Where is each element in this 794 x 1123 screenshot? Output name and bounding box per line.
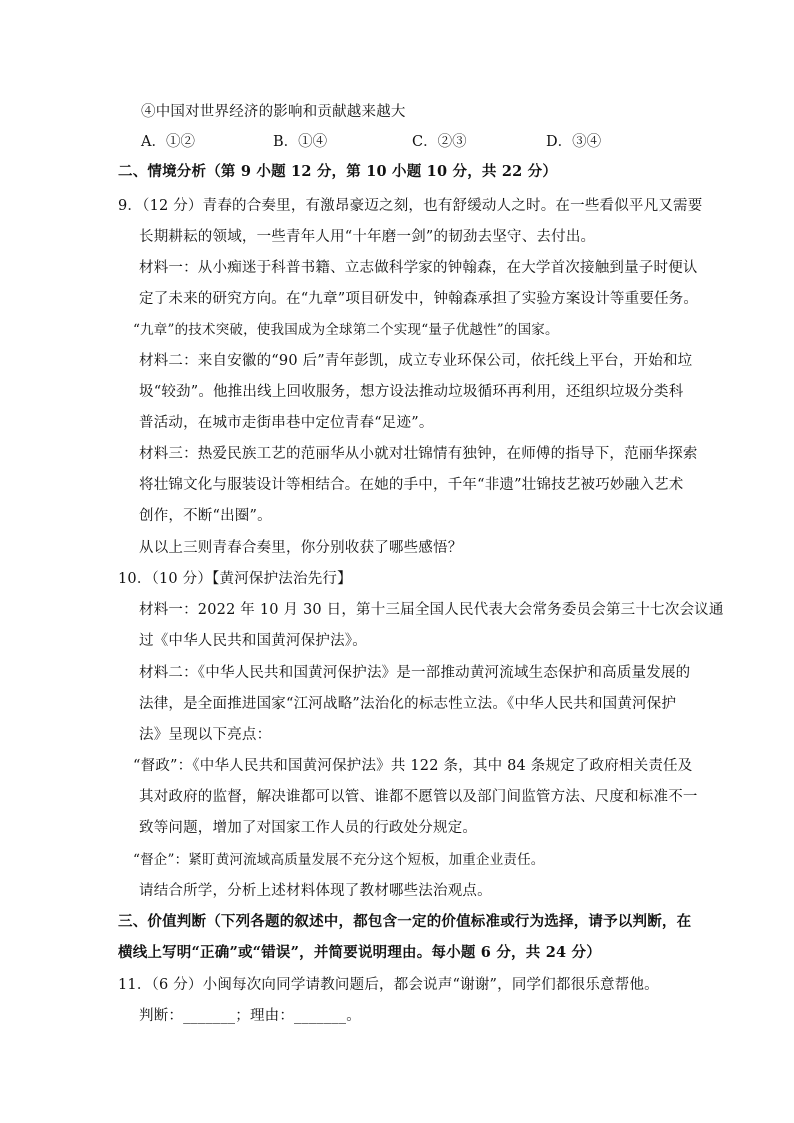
q10-m2-line1: 材料二：《中华人民共和国黄河保护法》是一部推动黄河流域生态保护和高质量发展的	[139, 665, 691, 681]
q10-p1-line3: 致等问题，增加了对国家工作人员的行政处分规定。	[139, 820, 478, 836]
q9-m3-line2: 将壮锦文化与服装设计等相结合。在她的手中，千年“非遗”壮锦技艺被巧妙融入艺术	[139, 477, 684, 493]
option-a: A．①②	[141, 134, 195, 150]
q10-p2-line1: “督企”：紧盯黄河流域高质量发展不充分这个短板，加重企业责任。	[133, 852, 545, 868]
q9-question: 从以上三则青春合奏里，你分别收获了哪些感悟？	[139, 540, 463, 556]
q11-answer: 判断：_______；理由：_______。	[139, 1008, 361, 1024]
q9-m1-line2: 定了未来的研究方向。在“九章”项目研发中，钟翰森承担了实验方案设计等重要任务。	[139, 291, 699, 307]
q9-m2-line2: 圾“较劲”。他推出线上回收服务，想方设法推动垃圾循环再利用，还组织垃圾分类科	[139, 384, 684, 400]
section3-header-line1: 三、价值判断（下列各题的叙述中，都包含一定的价值标准或行为选择，请予以判断，在	[118, 913, 692, 930]
q9-m1-line1: 材料一：从小痴迷于科普书籍、立志做科学家的钟翰森，在大学首次接触到量子时便认	[139, 260, 698, 276]
q10-m2-line3: 法》呈现以下亮点：	[139, 727, 272, 743]
q10-stem: 10．（10 分）【黄河保护法治先行】	[118, 571, 352, 587]
q10-question: 请结合所学，分析上述材料体现了教材哪些法治观点。	[139, 883, 492, 899]
q10-p1-line1: “督政”：《中华人民共和国黄河保护法》共 122 条，其中 84 条规定了政府相关责任及	[133, 758, 693, 774]
q9-m2-line3: 普活动，在城市走街串巷中定位青春“足迹”。	[139, 415, 434, 431]
option-b: B．①④	[273, 134, 328, 150]
q10-m2-line2: 法律，是全面推进国家“江河战略”法治化的标志性立法。《中华人民共和国黄河保护	[139, 696, 677, 712]
q9-m2-line1: 材料二：来自安徽的“90 后”青年彭凯，成立专业环保公司，依托线上平台，开始和垃	[139, 353, 693, 369]
section3-header-line2: 横线上写明“正确”或“错误”，并简要说明理由。每小题 6 分，共 24 分）	[118, 944, 601, 961]
section2-header: 二、情境分析（第 9 小题 12 分，第 10 小题 10 分，共 22 分）	[118, 163, 558, 180]
q9-m3-line1: 材料三：热爱民族工艺的范丽华从小就对壮锦情有独钟，在师傅的指导下，范丽华探索	[139, 446, 698, 462]
q9-stem-line2: 长期耕耘的领域，一些青年人用“十年磨一剑”的韧劲去坚守、去付出。	[139, 229, 596, 245]
option-d: D．③④	[546, 134, 602, 150]
prev-question-item4: ④中国对世界经济的影响和贡献越来越大	[141, 104, 406, 120]
q11-stem: 11．（6 分）小闽每次向同学请教问题后，都会说声“谢谢”，同学们都很乐意帮他。	[118, 977, 659, 993]
q10-m1-line2: 过《中华人民共和国黄河保护法》。	[139, 633, 367, 649]
q9-m3-line3: 创作，不断“出圈”。	[139, 508, 272, 524]
q9-m1-line3: “九章”的技术突破，使我国成为全球第二个实现“量子优越性”的国家。	[133, 322, 559, 338]
q9-stem-line1: 9．（12 分）青春的合奏里，有激昂豪迈之刻，也有舒缓动人之时。在一些看似平凡又需要	[118, 198, 703, 214]
option-c: C．②③	[412, 134, 467, 150]
q10-m1-line1: 材料一：2022 年 10 月 30 日，第十三届全国人民代表大会常务委员会第三十七次会议通	[139, 602, 724, 618]
q10-p1-line2: 其对政府的监督，解决谁都可以管、谁都不愿管以及部门间监管方法、尺度和标准不一	[139, 789, 698, 805]
